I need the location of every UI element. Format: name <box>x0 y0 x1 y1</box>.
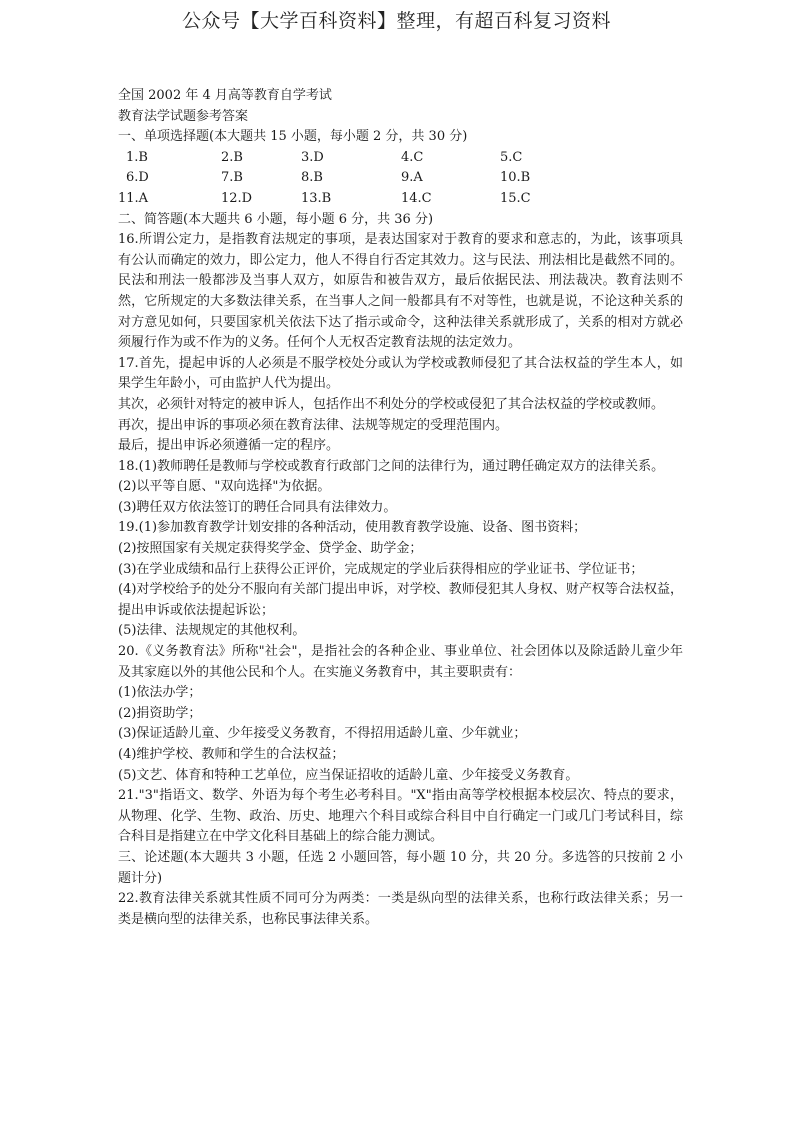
answer-item: 1.B <box>126 149 148 165</box>
exam-title: 全国 2002 年 4 月高等教育自学考试 <box>118 88 332 103</box>
answer-20-item5: (5)文艺、体育和特种工艺单位，应当保证招收的适龄儿童、少年接受义务教育。 <box>118 767 579 783</box>
answer-18-part2: (2)以平等自愿、"双向选择"为依据。 <box>118 479 331 495</box>
answer-item: 10.B <box>500 170 531 186</box>
answer-item: 6.D <box>126 170 149 186</box>
answer-item: 11.A <box>118 190 149 206</box>
answer-19-part3: (3)在学业成绩和品行上获得公正评价，完成规定的学业后获得相应的学业证书、学位证书； <box>118 561 644 577</box>
section2-title: 二、简答题(本大题共 6 小题，每小题 6 分，共 36 分) <box>118 211 434 227</box>
answer-17-part4: 最后，提出申诉必须遵循一定的程序。 <box>118 438 340 454</box>
answer-20-intro: 20.《义务教育法》所称"社会"，是指社会的各种企业、事业单位、社会团体以及除适龄儿童少年及其家庭以外的其他公民和个人。在实施义务教育中，其主要职责有： <box>118 644 683 680</box>
answer-item: 7.B <box>221 170 243 186</box>
document-subtitle: 教育法学试题参考答案 <box>118 108 249 124</box>
answer-item: 9.A <box>401 170 423 186</box>
answer-item: 4.C <box>401 149 424 165</box>
answer-item: 15.C <box>500 190 531 206</box>
answer-20-item4: (4)维护学校、教师和学生的合法权益； <box>118 747 345 762</box>
answer-20-item2: (2)捐资助学； <box>118 705 202 721</box>
answer-19-part2: (2)按照国家有关规定获得奖学金、贷学金、助学金； <box>118 541 423 557</box>
answer-17-part2: 其次，必须针对特定的被申诉人，包括作出不利处分的学校或侵犯了其合法权益的学校或教师。 <box>118 396 665 412</box>
answer-item: 5.C <box>500 149 523 165</box>
answer-item: 3.D <box>301 149 324 165</box>
answer-17-part3: 再次，提出申诉的事项必须在教育法律、法规等规定的受理范围内。 <box>118 417 509 433</box>
answer-item: 14.C <box>401 190 432 206</box>
answer-16: 16.所谓公定力，是指教育法规定的事项，是表达国家对于教育的要求和意志的，为此，该事项具有公认而确定的效力，即公定力，他人不得自行否定其效力。这与民法、刑法相比是截然不同的。民法和刑法一般都涉及当事人双方，如原告和被告双方，最后依据民法、刑法裁决。教育法则不然，它所规定的大多数法律关系，在当事人之间一般都具有不对等性，也就是说，不论这种关系的对方意见如何，只要国家机关依法下达了指示或命令，这种法律关系就形成了，关系的相对方就必须履行作为或不作为的义务。任何个人无权否定教育法规的法定效力。 <box>118 232 683 351</box>
answer-item: 12.D <box>221 190 253 206</box>
answer-item: 2.B <box>221 149 243 165</box>
page-header: 公众号【大学百科资料】整理，有超百科复习资料 <box>181 10 611 32</box>
answer-item: 8.B <box>301 170 323 186</box>
answer-row <box>118 168 683 189</box>
answer-19-part5: (5)法律、法规规定的其他权利。 <box>118 623 306 639</box>
answer-19-part4: (4)对学校给予的处分不服向有关部门提出申诉，对学校、教师侵犯其人身权、财产权等合法权益，提出申诉或依法提起诉讼； <box>118 582 683 618</box>
answer-20-item3: (3)保证适龄儿童、少年接受义务教育，不得招用适龄儿童、少年就业； <box>118 726 527 742</box>
answer-19-part1: 19.(1)参加教育教学计划安排的各种活动，使用教育教学设施、设备、图书资料； <box>118 520 587 536</box>
answer-21: 21."3"指语文、数学、外语为每个考生必考科目。"X"指由高等学校根据本校层次、特点的要求，从物理、化学、生物、政治、历史、地理六个科目或综合科目中自行确定一门或几门考试科目，综合科目是指建立在中学文化科目基础上的综合能力测试。 <box>118 788 683 845</box>
answer-18-part3: (3)聘任双方依法签订的聘任合同具有法律效力。 <box>118 499 397 515</box>
document-body <box>118 86 683 930</box>
answer-row <box>118 189 683 210</box>
answer-17-part1: 17.首先，提起申诉的人必须是不服学校处分或认为学校或教师侵犯了其合法权益的学生本人，如果学生年龄小，可由监护人代为提出。 <box>118 355 683 392</box>
section3-title: 三、论述题(本大题共 3 小题，任选 2 小题回答，每小题 10 分，共 20 分。多选答的只按前 2 小题计分) <box>118 849 683 886</box>
answer-18-part1: 18.(1)教师聘任是教师与学校或教育行政部门之间的法律行为，通过聘任确定双方的法律关系。 <box>118 458 665 474</box>
answer-20-item1: (1)依法办学； <box>118 685 202 701</box>
answer-row <box>118 148 683 169</box>
section1-title: 一、单项选择题(本大题共 15 小题，每小题 2 分，共 30 分) <box>118 129 468 145</box>
answer-22: 22.教育法律关系就其性质不同可分为两类：一类是纵向型的法律关系，也称行政法律关系；另一类是横向型的法律关系，也称民事法律关系。 <box>118 891 683 927</box>
answer-item: 13.B <box>301 190 332 206</box>
